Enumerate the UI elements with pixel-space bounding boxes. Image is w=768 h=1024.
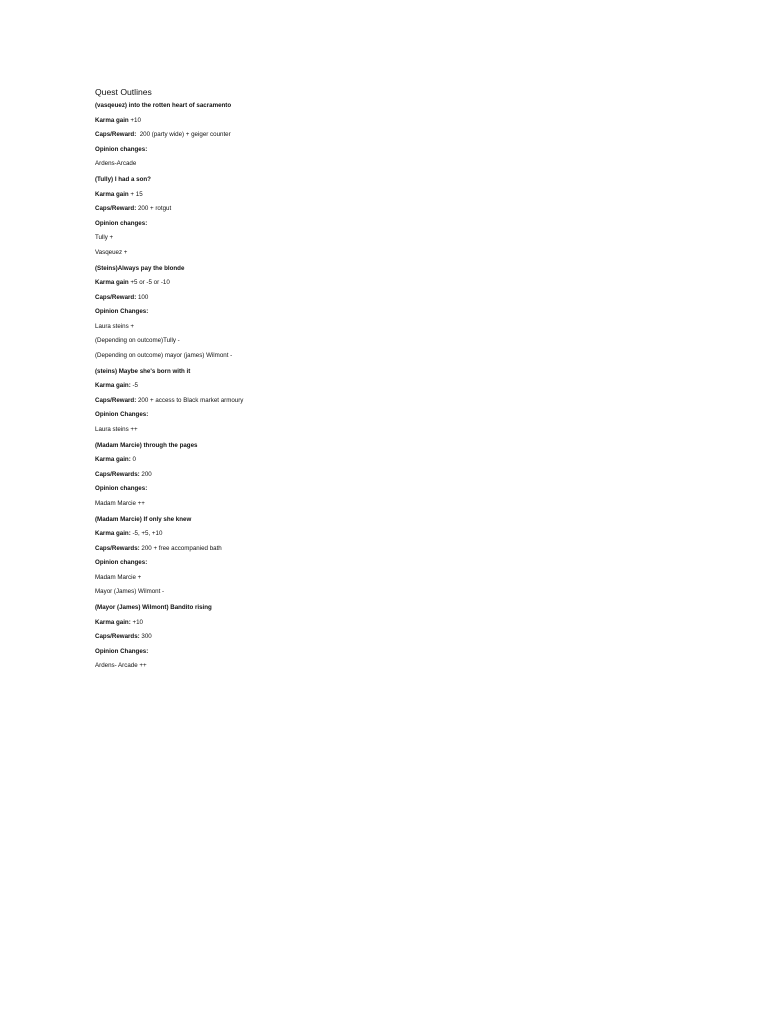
quest-title: (Mayor (James) Wilmont) Bandito rising <box>95 604 212 611</box>
opinion-change-item: Vasqeuez + <box>95 248 128 256</box>
karma-gain-label: Karma gain <box>95 116 129 124</box>
karma-gain-value: -5, +5, +10 <box>130 530 163 537</box>
opinion-changes-heading: Opinion Changes: <box>95 647 149 655</box>
caps-reward-value: 200 <box>139 470 152 478</box>
opinion-changes-heading: Opinion changes: <box>95 145 148 153</box>
opinion-change-item: Madam Marcie + <box>95 573 142 581</box>
opinion-change-item: Madam Marcie ++ <box>95 499 145 507</box>
karma-gain-value: +5 or -5 or -10 <box>128 279 170 286</box>
opinion-change-item: Laura steins ++ <box>95 425 138 433</box>
caps-reward-line <box>95 545 695 553</box>
caps-reward-value: 300 <box>139 633 152 640</box>
karma-gain-value: +10 <box>128 116 141 124</box>
quest-section <box>95 368 695 434</box>
opinion-change-item: Tully + <box>95 234 114 241</box>
caps-reward-label: Caps/Reward: <box>95 131 137 138</box>
caps-reward-line <box>95 397 695 405</box>
karma-gain-label: Karma gain: <box>95 456 131 463</box>
karma-gain-line <box>95 191 695 199</box>
caps-reward-label: Caps/Rewards: <box>95 544 140 552</box>
caps-reward-line <box>95 294 695 302</box>
opinion-changes-heading: Opinion changes: <box>95 559 148 566</box>
caps-reward-label: Caps/Rewards: <box>95 633 140 640</box>
opinion-changes-heading: Opinion Changes: <box>95 308 149 315</box>
karma-gain-value: 0 <box>130 456 136 463</box>
karma-gain-line <box>95 619 695 627</box>
opinion-change-item: (Depending on outcome) mayor (james) Wilmont - <box>95 351 233 359</box>
caps-reward-line <box>95 131 695 139</box>
opinion-change-item: (Depending on outcome)Tully - <box>95 337 180 344</box>
karma-gain-line <box>95 382 695 390</box>
karma-gain-line <box>95 117 695 125</box>
opinion-changes-heading: Opinion changes: <box>95 219 148 227</box>
caps-reward-label: Caps/Reward: <box>95 293 137 301</box>
caps-reward-label: Caps/Reward: <box>95 205 137 212</box>
opinion-changes-heading: Opinion Changes: <box>95 411 149 418</box>
caps-reward-value: 200 (party wide) + geiger counter <box>136 131 231 138</box>
quest-section <box>95 102 695 168</box>
document-title: Quest Outlines <box>95 87 152 97</box>
quest-title: (Steins)Always pay the blonde <box>95 264 185 272</box>
opinion-change-item: Ardens- Arcade ++ <box>95 662 147 669</box>
caps-reward-value: 100 <box>136 293 149 301</box>
caps-reward-value: 200 + free accompanied bath <box>139 544 222 552</box>
document-page <box>95 86 695 678</box>
quest-list <box>95 102 695 670</box>
karma-gain-value: + 15 <box>128 190 143 198</box>
karma-gain-value: -5 <box>130 382 138 389</box>
quest-title: (Tully) I had a son? <box>95 176 151 183</box>
quest-title: (Madam Marcie) through the pages <box>95 441 198 449</box>
caps-reward-value: 200 + access to Black market armoury <box>136 396 244 404</box>
karma-gain-label: Karma gain <box>95 279 129 286</box>
quest-section <box>95 516 695 597</box>
opinion-change-item: Ardens-Arcade <box>95 160 137 167</box>
quest-section <box>95 176 695 257</box>
opinion-change-item: Laura steins + <box>95 322 135 330</box>
quest-section <box>95 442 695 508</box>
quest-title: (vasqeuez) into the rotten heart of sacramento <box>95 102 232 109</box>
karma-gain-label: Karma gain <box>95 190 129 198</box>
quest-title: (Madam Marcie) If only she knew <box>95 515 192 523</box>
caps-reward-line <box>95 633 695 641</box>
caps-reward-line <box>95 471 695 479</box>
caps-reward-label: Caps/Reward: <box>95 396 137 404</box>
opinion-changes-heading: Opinion changes: <box>95 485 148 492</box>
karma-gain-label: Karma gain: <box>95 382 131 389</box>
karma-gain-value: +10 <box>130 618 143 626</box>
opinion-change-item: Mayor (James) Wilmont - <box>95 588 165 595</box>
caps-reward-line <box>95 205 695 213</box>
quest-title: (steins) Maybe she's born with it <box>95 367 191 375</box>
karma-gain-label: Karma gain: <box>95 618 131 626</box>
quest-section <box>95 265 695 360</box>
karma-gain-line <box>95 530 695 538</box>
quest-section <box>95 604 695 670</box>
karma-gain-label: Karma gain: <box>95 530 131 537</box>
karma-gain-line <box>95 279 695 287</box>
karma-gain-line <box>95 456 695 464</box>
caps-reward-value: 200 + rotgut <box>136 205 172 212</box>
caps-reward-label: Caps/Rewards: <box>95 470 140 478</box>
